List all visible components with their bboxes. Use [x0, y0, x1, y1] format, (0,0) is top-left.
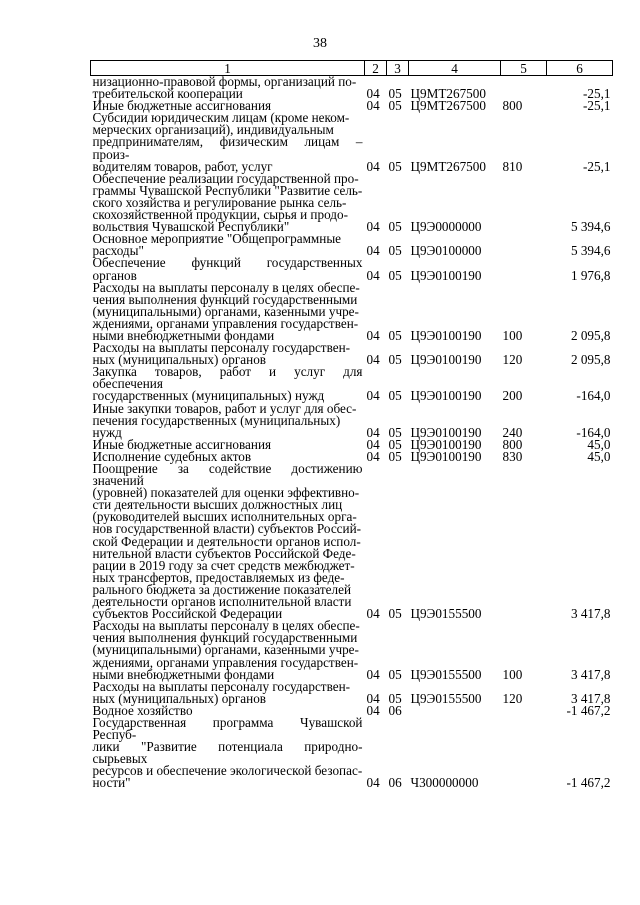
- table-row: [91, 681, 613, 705]
- row-section: 04: [366, 327, 380, 343]
- row-subsection: 05: [388, 388, 402, 404]
- row-amount: -164,0: [576, 388, 611, 404]
- row-subsection: 05: [388, 327, 402, 343]
- row-expense-type: [501, 257, 547, 281]
- row-subsection: 05: [388, 436, 402, 452]
- row-amount: -25,1: [583, 158, 611, 174]
- row-name: Расходы на выплаты персоналу в целях обеспе- чения выполнения функций государственными (муниципальными) органами, казенными учре- ждениями, органами управления государствен- ными внебюджетными фондами: [92, 618, 360, 682]
- row-name: Основное мероприятие "Общепрограммные расходы": [92, 231, 342, 259]
- row-name: Субсидии юридическим лицам (кроме неком- мерческих организаций), индивидуальным предпринимателям, физическим лицам – произ- водителям товаров, работ, услуг: [92, 110, 363, 174]
- row-expense-type: [501, 463, 547, 620]
- row-name: Иные бюджетные ассигнования: [92, 98, 272, 114]
- page-number: 38: [313, 36, 327, 51]
- row-name: Расходы на выплаты персоналу в целях обеспе- чения выполнения функций государственными (муниципальными) органами, казенными учре- ждениями, органами управления государствен- ными внебюджетными фондами: [92, 279, 360, 343]
- table-row: [91, 282, 613, 342]
- row-section: 04: [366, 388, 380, 404]
- row-section: 04: [366, 352, 380, 368]
- row-subsection: 05: [388, 448, 402, 464]
- row-amount: 2 095,8: [570, 327, 611, 343]
- row-target-article: Ц9Э0155500: [410, 690, 482, 706]
- row-target-article: Ц9МТ267500: [410, 86, 486, 102]
- row-target-article: [409, 705, 501, 717]
- row-target-article: Ч300000000: [410, 775, 479, 791]
- row-expense-type: 100: [502, 666, 523, 682]
- row-subsection: 05: [388, 219, 402, 235]
- row-expense-type: 120: [502, 690, 523, 706]
- row-section: 04: [366, 606, 380, 622]
- row-section: 04: [366, 98, 380, 114]
- row-name: Иные бюджетные ассигнования: [92, 436, 272, 452]
- row-section: 04: [366, 690, 380, 706]
- row-expense-type: [501, 233, 547, 257]
- row-amount: 3 417,8: [570, 690, 611, 706]
- row-subsection: 06: [388, 702, 402, 718]
- row-target-article: Ц9Э0100190: [410, 327, 482, 343]
- column-header-name: 1: [91, 61, 365, 76]
- row-amount: -1 467,2: [566, 775, 611, 791]
- row-amount: 5 394,6: [570, 243, 611, 259]
- table-row: [91, 76, 613, 101]
- row-section: 04: [366, 267, 380, 283]
- row-subsection: 05: [388, 98, 402, 114]
- row-expense-type: 120: [502, 352, 523, 368]
- row-expense-type: 240: [502, 424, 523, 440]
- row-expense-type: 100: [502, 327, 523, 343]
- row-subsection: 05: [388, 267, 402, 283]
- row-expense-type: 830: [502, 448, 523, 464]
- row-section: 04: [366, 666, 380, 682]
- row-name: Закупка товаров, работ и услуг для обеспечения государственных (муниципальных) нужд: [92, 364, 363, 404]
- row-amount: -25,1: [583, 98, 611, 114]
- column-header-amount: 6: [547, 61, 613, 76]
- row-name: Обеспечение реализации государственной про- граммы Чувашской Республики "Развитие сель- ского хозяйства и регулирование рынка сель- скохозяйственной продукции, сырья и продо- вольствия Чувашской Республики": [92, 170, 363, 235]
- row-amount: 1 976,8: [570, 267, 611, 283]
- column-header-section: 2: [365, 61, 387, 76]
- row-subsection: 05: [388, 352, 402, 368]
- row-subsection: 05: [388, 86, 402, 102]
- row-subsection: 06: [388, 775, 402, 791]
- row-target-article: Ц9Э0100190: [410, 388, 482, 404]
- row-section: 04: [366, 86, 380, 102]
- row-name: Расходы на выплаты персоналу государствен- ных (муниципальных) органов: [92, 340, 351, 368]
- row-target-article: Ц9Э0100190: [410, 436, 482, 452]
- row-subsection: 05: [388, 666, 402, 682]
- row-section: 04: [366, 702, 380, 718]
- table-row: [91, 233, 613, 257]
- budget-table: [90, 60, 613, 790]
- table-row: [91, 366, 613, 402]
- row-target-article: Ц9Э0100190: [410, 448, 482, 464]
- row-expense-type: [501, 173, 547, 233]
- row-name: Исполнение судебных актов: [92, 448, 252, 464]
- table-row: [91, 717, 613, 790]
- row-subsection: 05: [388, 243, 402, 259]
- table-row: [91, 173, 613, 233]
- table-row: [91, 112, 613, 172]
- row-target-article: Ц9Э0100000: [410, 243, 482, 259]
- row-amount: 45,0: [587, 436, 611, 452]
- row-target-article: Ц9Э0000000: [410, 219, 482, 235]
- row-name: Иные закупки товаров, работ и услуг для обес- печения государственных (муниципальных) нужд: [92, 400, 357, 440]
- row-expense-type: 810: [502, 158, 523, 174]
- row-target-article: Ц9Э0155500: [410, 606, 482, 622]
- row-expense-type: 800: [502, 98, 523, 114]
- row-target-article: Ц9Э0100190: [410, 424, 482, 440]
- row-name: Водное хозяйство: [92, 702, 193, 718]
- row-section: 04: [366, 243, 380, 259]
- row-subsection: 05: [388, 606, 402, 622]
- row-section: 04: [366, 436, 380, 452]
- row-section: 04: [366, 158, 380, 174]
- row-amount: 5 394,6: [570, 219, 611, 235]
- row-amount: 3 417,8: [570, 606, 611, 622]
- row-amount: 2 095,8: [570, 352, 611, 368]
- row-name: Расходы на выплаты персоналу государствен- ных (муниципальных) органов: [92, 678, 351, 706]
- row-target-article: Ц9МТ267500: [410, 98, 486, 114]
- table-row: [91, 463, 613, 620]
- row-section: 04: [366, 775, 380, 791]
- column-header-target-article: 4: [409, 61, 501, 76]
- row-target-article: Ц9МТ267500: [410, 158, 486, 174]
- row-section: 04: [366, 424, 380, 440]
- row-expense-type: [501, 717, 547, 790]
- table-row: [91, 403, 613, 439]
- row-name: Обеспечение функций государственных органов: [92, 255, 363, 283]
- row-expense-type: 800: [502, 436, 523, 452]
- row-expense-type: [501, 76, 547, 101]
- table-row: [91, 257, 613, 281]
- row-name: низационно-правовой формы, организаций по- требительской кооперации: [92, 74, 357, 102]
- row-section: 04: [366, 219, 380, 235]
- row-amount: 3 417,8: [570, 666, 611, 682]
- row-name: Поощрение за содействие достижению значений (уровней) показателей для оценки эффективно- сти деятельности высших должностных лиц (руководителей высших исполнительных орга- нов государственной власти) субъектов Россий- ской Федерации и деятельности органов испол- нительной власти субъектов Российской Феде- рации в 2019 году за счет средств межбюджет- ных трансфертов, предоставляемых из феде- рального бюджета за достижение показателей деятельности органов исполнительной власти субъектов Российской Федерации: [92, 461, 363, 622]
- row-amount: -25,1: [583, 86, 611, 102]
- table-row: [91, 342, 613, 366]
- row-amount: -1 467,2: [566, 702, 611, 718]
- row-subsection: 05: [388, 158, 402, 174]
- row-section: 04: [366, 448, 380, 464]
- column-header-expense-type: 5: [501, 61, 547, 76]
- row-subsection: 05: [388, 424, 402, 440]
- row-expense-type: [501, 705, 547, 717]
- row-target-article: Ц9Э0100190: [410, 267, 482, 283]
- row-amount: -164,0: [576, 424, 611, 440]
- row-amount: 45,0: [587, 448, 611, 464]
- column-header-subsection: 3: [387, 61, 409, 76]
- row-subsection: 05: [388, 690, 402, 706]
- row-expense-type: 200: [502, 388, 523, 404]
- table-row: [91, 620, 613, 680]
- table-body: [91, 76, 613, 790]
- row-target-article: Ц9Э0100190: [410, 352, 482, 368]
- row-target-article: Ц9Э0155500: [410, 666, 482, 682]
- row-name: Государственная программа Чувашской Респуб- лики "Развитие потенциала природно-сырьевых ресурсов и обеспечение экологической безопас- ности": [92, 714, 363, 791]
